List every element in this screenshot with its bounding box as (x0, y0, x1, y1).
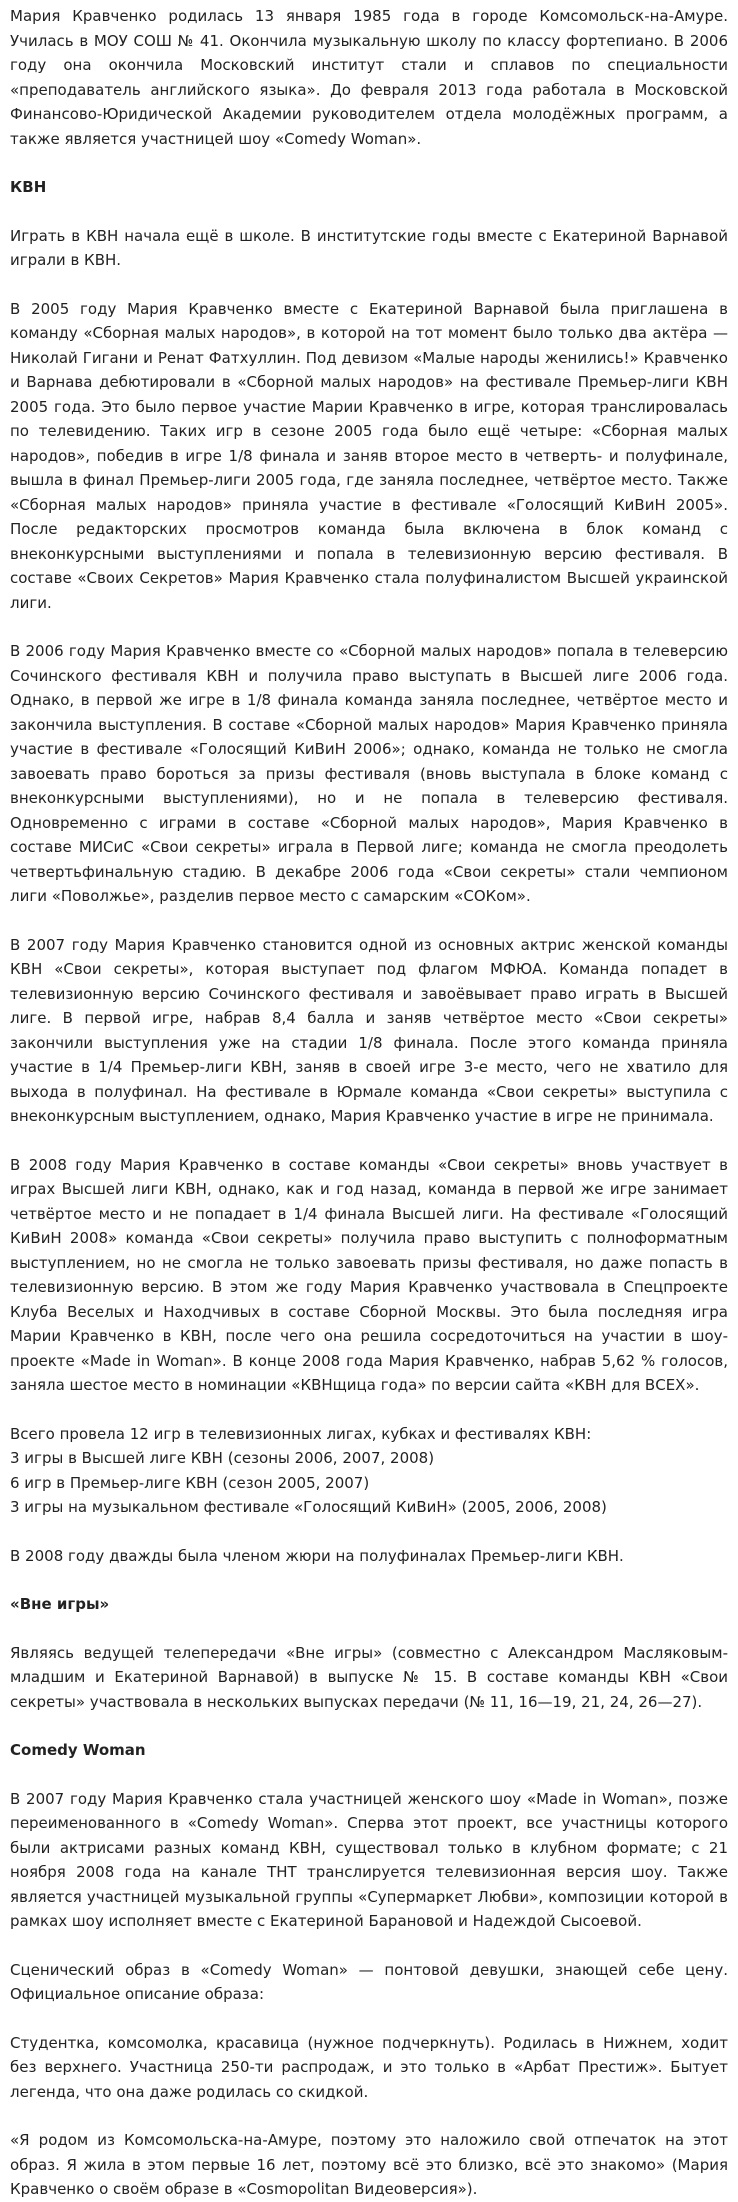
section-heading-kvn: КВН (10, 178, 47, 196)
paragraph-image-description: Студентка, комсомолка, красавица (нужное подчеркнуть). Родилась в Нижнем, ходит без верхнего. Участница 250-ти распродаж, и это только в «Арбат Престиж». Бытует легенда, что она даже родилась со скидкой. (10, 2033, 728, 2101)
paragraph-kvn-2006: В 2006 году Мария Кравченко вместе со «Сборной малых народов» попала в телеверсию Сочинского фестиваля КВН и получила право выступать в Высшей лиге 2006 года. Однако, в первой же игре в 1/8 финала команда заняла последнее, четвёртое место и закончила выступления. В составе «Сборной малых народов» Мария Кравченко приняла участие в фестивале «Голосящий КиВиН 2006»; однако, команда не только не смогла завоевать право бороться за призы фестиваля (вновь выступала в блоке команд с внеконкурсными выступлениями), но и не попала в телеверсию фестиваля. Одновременно с играми в составе «Сборной малых народов», Мария Кравченко в составе МИСиС «Свои секреты» играла в Первой лиге; команда не смогла преодолеть четвертьфинальную стадию. В декабре 2006 года «Свои секреты» стали чемпионом лиги «Поволжье», разделив первое место с самарским «СОКом». (10, 642, 728, 905)
paragraph-kvn-2008: В 2008 году Мария Кравченко в составе команды «Свои секреты» вновь участвует в играх Высшей лиги КВН, однако, как и год назад, команда в первой же игре занимает четвёртое место и не попадает в 1/4 финала Высшей лиги. На фестивале «Голосящий КиВиН 2008» команда «Свои секреты» получила право выступить с полноформатным выступлением, но не смогла не только завоевать призы фестиваля, но даже попасть в телевизионную версию. В этом же году Мария Кравченко участвовала в Спецпроекте Клуба Веселых и Находчивых в составе Сборной Москвы. Это была последняя игра Марии Кравченко в КВН, после чего она решила сосредоточиться на участии в шоу-проекте «Made in Woman». В конце 2008 года Мария Кравченко, набрав 5,62 % голосов, заняла шестое место в номинации «КВНщица года» по версии сайта «КВН для ВСЕХ». (10, 1155, 728, 1394)
games-list-item: 6 игр в Премьер-лиге КВН (сезон 2005, 2007) (10, 1473, 370, 1492)
paragraph-vne-igry: Являясь ведущей телепередачи «Вне игры» (совместно с Александром Масляковым-младшим и Екатериной Варнавой) в выпуске № 15. В составе команды КВН «Свои секреты» участвовала в нескольких выпусках передачи (№ 11, 16—19, 21, 24, 26—27). (10, 1643, 728, 1711)
games-list (10, 1422, 728, 1520)
paragraph-biography: Мария Кравченко родилась 13 января 1985 года в городе Комсомольск-на-Амуре. Училась в МОУ СОШ № 41. Окончила музыкальную школу по классу фортепиано. В 2006 году она окончила Московский институт стали и сплавов по специальности «преподаватель английского языка». До февраля 2013 года работала в Московской Финансово-Юридической Академии руководителем отдела молодёжных программ, а также является участницей шоу «Comedy Woman». (10, 7, 728, 148)
paragraph-stage-image: Сценический образ в «Comedy Woman» — понтовой девушки, знающей себе цену. Официальное описание образа: (10, 1960, 728, 2003)
paragraph-jury: В 2008 году дважды была членом жюри на полуфиналах Премьер-лиги КВН. (10, 1546, 624, 1565)
paragraph-quote: «Я родом из Комсомольска-на-Амуре, поэтому это наложило свой отпечаток на этот образ. Я жила в этом первые 16 лет, поэтому всё это близко, всё это знакомо» (Мария Кравченко о своём образе в «Cosmopolitan Видеоверсия»). (10, 2131, 728, 2198)
section-heading-comedy-woman: Comedy Woman (10, 1741, 146, 1759)
paragraph-kvn-start: Играть в КВН начала ещё в школе. В институтские годы вместе с Екатериной Варнавой играли в КВН. (10, 226, 728, 269)
games-list-item: 3 игры в Высшей лиге КВН (сезоны 2006, 2007, 2008) (10, 1449, 435, 1467)
section-heading-vne-igry: «Вне игры» (10, 1595, 110, 1613)
paragraph-comedy-woman: В 2007 году Мария Кравченко стала участницей женского шоу «Made in Woman», позже переименованного в «Comedy Woman». Сперва этот проект, все участницы которого были актрисами разных команд КВН, существовал только в клубном формате; с 21 ноября 2008 года на канале ТНТ транслируется телевизионная версия шоу. Также является участницей музыкальной группы «Супермаркет Любви», композиции которой в рамках шоу исполняет вместе с Екатериной Барановой и Надеждой Сысоевой. (10, 1789, 728, 1930)
paragraph-kvn-2005: В 2005 году Мария Кравченко вместе с Екатериной Варнавой была приглашена в команду «Сборная малых народов», в которой на тот момент было только два актёра — Николай Гигани и Ренат Фатхуллин. Под девизом «Малые народы женились!» Кравченко и Варнава дебютировали в «Сборной малых народов» на фестивале Премьер-лиги КВН 2005 года. Это было первое участие Марии Кравченко в игре, которая транслировалась по телевидению. Таких игр в сезоне 2005 года было ещё четыре: «Сборная малых народов», победив в игре 1/8 финала и заняв второе место в четверть- и полуфинале, вышла в финал Премьер-лиги 2005 года, где заняла последнее, четвёртое место. Также «Сборная малых народов» приняла участие в фестивале «Голосящий КиВиН 2005». После редакторских просмотров команда была включена в блок команд с внеконкурсными выступлениями и попала в телевизионную версию фестиваля. В составе «Своих Секретов» Мария Кравченко стала полуфиналистом Высшей украинской лиги. (10, 299, 728, 612)
paragraph-kvn-2007: В 2007 году Мария Кравченко становится одной из основных актрис женской команды КВН «Свои секреты», которая выступает под флагом МФЮА. Команда попадет в телевизионную версию Сочинского фестиваля и завоёвывает право играть в Высшей лиге. В первой игре, набрав 8,4 балла и заняв четвёртое место «Свои секреты» закончили выступления уже на стадии 1/8 финала. После этого команда приняла участие в 1/4 Премьер-лиги КВН, заняв в своей игре 3-е место, чего не хватило для выхода в полуфинал. На фестивале в Юрмале команда «Свои секреты» выступила с внеконкурсным выступлением, однако, Мария Кравченко участие в игре не принимала. (10, 935, 728, 1125)
games-list-item: 3 игры на музыкальном фестивале «Голосящий КиВиН» (2005, 2006, 2008) (10, 1498, 607, 1516)
games-list-intro: Всего провела 12 игр в телевизионных лигах, кубках и фестивалях КВН: (10, 1424, 592, 1443)
